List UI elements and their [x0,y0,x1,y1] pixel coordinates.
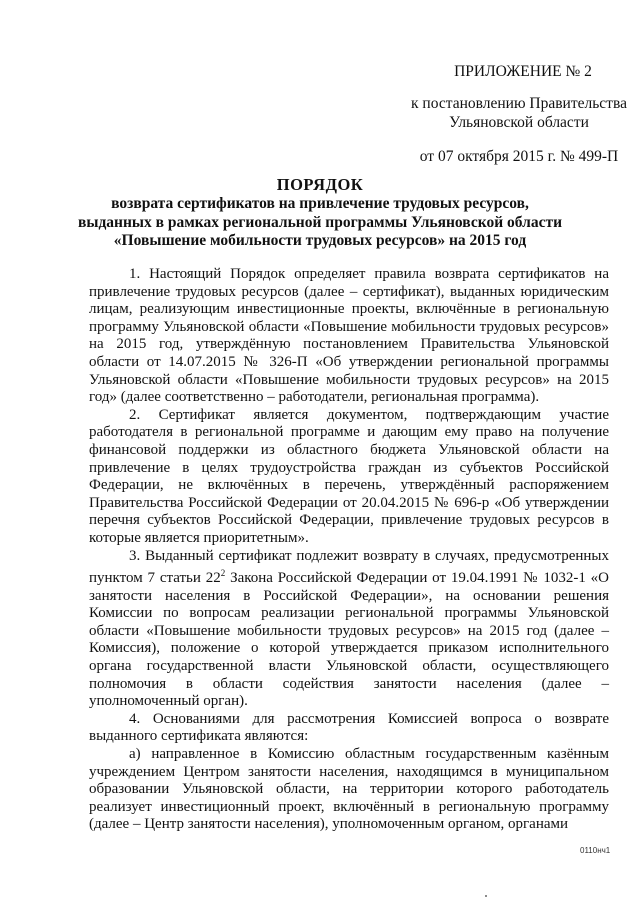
document-body [89,266,609,834]
appendix-to-line1: к постановлению Правительства [411,95,627,112]
paragraph-1: 1. Настоящий Порядок определяет правила возврата сертификатов на привлечение трудовых ресурсов (далее – сертификат), выданных юридическим лицам, реализующим инвестиционные проекты, включённые в региональную программу Ульяновской области «Повышение мобильности трудовых ресурсов» на 2015 год, утверждённую постановлением Правительства Ульяновской области от 14.07.2015 № 326-П «Об утверждении региональной программы Ульяновской области «Повышение мобильности трудовых ресурсов» на 2015 год» (далее соответственно – работодатели, региональная программа). [89,266,609,406]
scan-speck [485,895,487,897]
appendix-date: от 07 октября 2015 г. № 499-П [419,148,619,165]
paragraph-3-start: 3. Выданный сертификат подлежит возврату в случаях, предусмотренных пунктом 7 статьи 22 [89,547,609,587]
title-line1: возврата сертификатов на привлечение трудовых ресурсов, [111,195,529,213]
title-line3: «Повышение мобильности трудовых ресурсов» на 2015 год [113,231,527,249]
appendix-number: ПРИЛОЖЕНИЕ № 2 [454,63,592,80]
paragraph-4a: а) направленное в Комиссию областным государственным казённым учреждением Центром занятости населения, находящимся в муниципальном образовании Ульяновской области, на территории которого работодатель реализует инвестиционный проект, включённый в региональную программу (далее – Центр занятости населения), уполномоченным органом, органами [89,746,609,833]
paragraph-3-end: Закона Российской Федерации от 19.04.1991 № 1032-1 «О занятости населения в Российской Федерации», на основании решения Комиссии по вопросам реализации региональной программы Ульяновской области «Повышение мобильности трудовых ресурсов» на 2015 год (далее – Комиссия), положение о которой утверждается приказом исполнительного органа государственной власти Ульяновской области, осуществляющего полномочия в области содействия занятости населения (далее – уполномоченный орган). [89,570,609,710]
title-heading: ПОРЯДОК [276,175,364,194]
paragraph-2: 2. Сертификат является документом, подтверждающим участие работодателя в региональной программе и дающим ему право на получение финансовой поддержки из областного бюджета Ульяновской области на привлечение в целях трудоустройства граждан из субъектов Российской Федерации, не включённых в перечень, утверждённый распоряжением Правительства Российской Федерации от 20.04.2015 № 696-р «Об утверждении перечня субъектов Российской Федерации, привлечение трудовых ресурсов в которые является приоритетным». [89,406,609,546]
title-line2: выданных в рамках региональной программы Ульяновской области [77,213,563,231]
appendix-reference [408,95,630,132]
appendix-to-line2: Ульяновской области [449,113,589,131]
footer-code: 0110нч1 [580,846,611,855]
paragraph-3-superscript: 2 [220,568,226,579]
document-title [60,176,580,250]
appendix-block [408,62,630,166]
paragraph-3 [89,548,609,711]
paragraph-4: 4. Основаниями для рассмотрения Комиссией вопроса о возврате выданного сертификата являются: [89,710,609,745]
